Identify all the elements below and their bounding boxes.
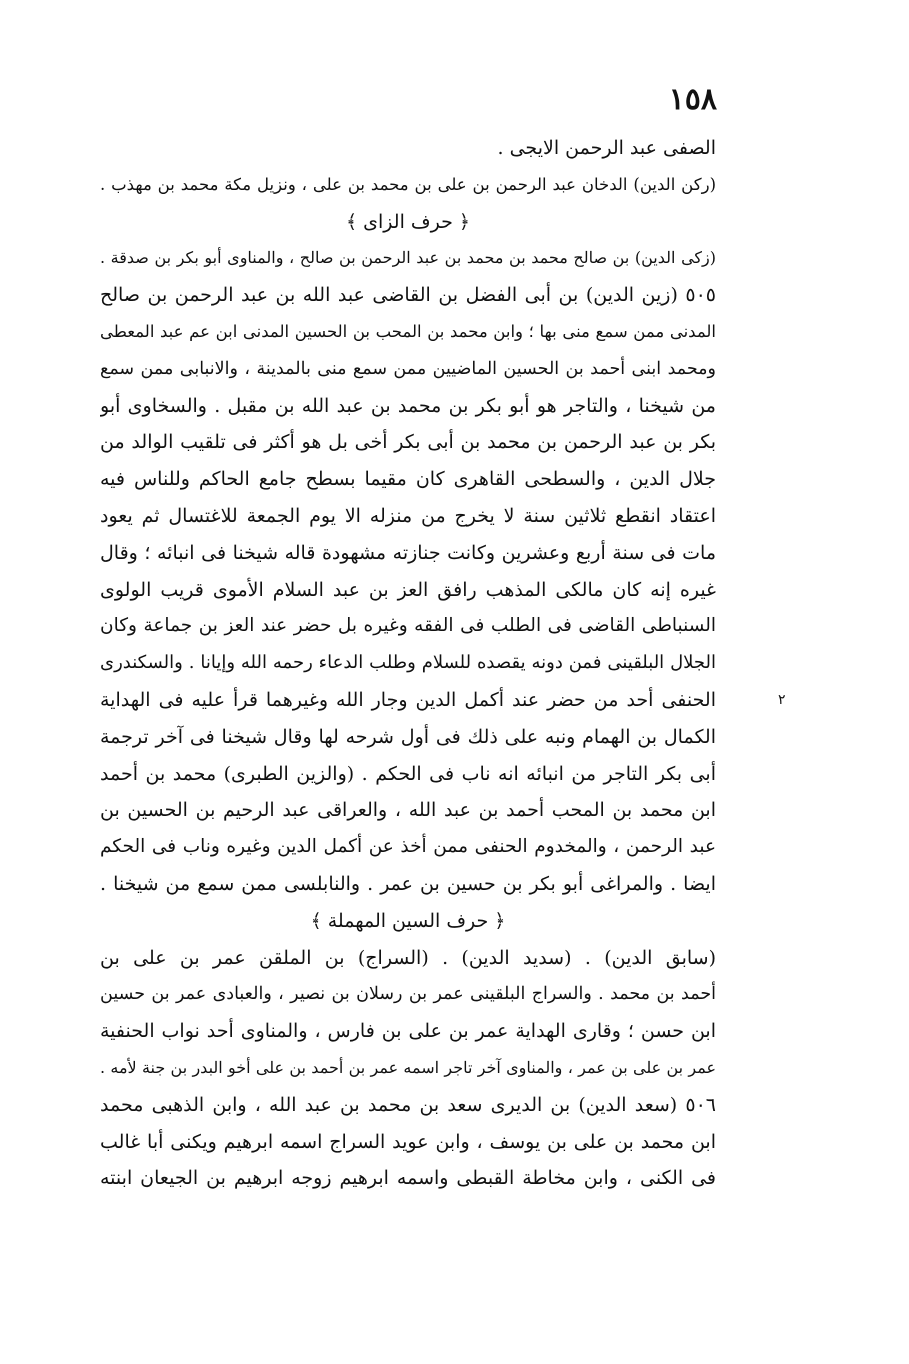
text-line: (سابق الدين) . (سديد الدين) . (السراج) بن الملقن عمر بن على بن (100, 946, 716, 969)
text-line: بكر بن عبد الرحمن بن محمد بن أبى بكر أخى بل هو أكثر فى تلقيب الوالد من (100, 431, 716, 454)
text-line: اعتقاد انقطع ثلاثين سنة لا يخرج من منزله الا يوم الجمعة للاغتسال ثم يعود (100, 504, 716, 527)
text-line: غيره إنه كان مالكى المذهب رافق العز بن عبد السلام الأموى قريب الولوى (100, 578, 716, 601)
text-line: الجلال البلقينى فمن دونه يقصده للسلام وطلب الدعاء رحمه الله وإيانا . والسكندرى (100, 652, 716, 674)
margin-mark: ٢ (778, 692, 786, 708)
text-line: السنباطى القاضى فى الطلب فى الفقه وغيره بل حضر عند العز بن جماعة وكان (100, 615, 716, 637)
text-line: ابن محمد بن المحب أحمد بن عبد الله ، والعراقى عبد الرحيم بن الحسين بن (100, 799, 716, 822)
text-line: المدنى ممن سمع منى بها ؛ وابن محمد بن المحب بن الحسين المدنى ابن عم عبد المعطى (100, 321, 716, 341)
text-line: عبد الرحمن ، والمخدوم الحنفى ممن أخذ عن أكمل الدين وغيره وناب فى الحكم (100, 836, 716, 858)
text-line: ٥٠٥ (زين الدين) بن أبى الفضل بن القاضى عبد الله بن عبد الرحمن بن صالح (100, 284, 716, 307)
text-line: (زكى الدين) بن صالح محمد بن محمد بن عبد الرحمن بن صالح ، والمناوى أبو بكر بن صدقة . (100, 248, 716, 268)
text-line: ابن محمد بن على بن يوسف ، وابن عويد السراج اسمه ابرهيم ويكنى أبا غالب (100, 1130, 716, 1153)
text-line: الصفى عبد الرحمن الايجى . (497, 137, 716, 159)
text-line: عمر بن على بن عمر ، والمناوى آخر تاجر اسمه عمر بن أحمد بن على أخو البدر بن جنة لأمه . (100, 1057, 716, 1077)
text-line: أبى بكر التاجر من انبائه انه ناب فى الحكم . (والزين الطبرى) محمد بن أحمد (100, 762, 716, 785)
text-line: مات فى سنة أربع وعشرين وكانت جنازته مشهودة قاله شيخنا فى انبائه ؛ وقال (100, 541, 716, 564)
text-line: جلال الدين ، والسطحى القاهرى كان مقيما بسطح جامع الحاكم وللناس فيه (100, 468, 716, 491)
text-line: ابن حسن ؛ وقارى الهداية عمر بن على بن فارس ، والمناوى أحد نواب الحنفية (100, 1020, 716, 1043)
page-number: ١٥٨ (668, 82, 717, 117)
text-line: أحمد بن محمد . والسراج البلقينى عمر بن رسلان بن نصير ، والعبادى عمر بن حسين (100, 984, 716, 1005)
text-line: ٥٠٦ (سعد الدين) بن الديرى سعد بن محمد بن عبد الله ، وابن الذهبى محمد (100, 1093, 716, 1116)
section-heading: ﴿ حرف السين المهملة ﴾ (310, 909, 506, 932)
text-body (100, 130, 716, 1197)
text-line: ومحمد ابنى أحمد بن الحسين الماضيين ممن سمع منى بالمدينة ، والانبابى ممن سمع (100, 358, 716, 379)
text-line: ايضا . والمراغى أبو بكر بن حسين بن عمر . والنابلسى ممن سمع من شيخنا . (100, 872, 716, 895)
text-line: الكمال بن الهمام ونبه على ذلك فى أول شرحه لها وقال شيخنا فى آخر ترجمة (100, 725, 716, 748)
text-line: من شيخنا ، والتاجر هو أبو بكر بن محمد بن عبد الله بن مقبل . والسخاوى أبو (100, 394, 716, 417)
text-line: فى الكنى ، وابن مخاطة القبطى واسمه ابرهيم زوجه ابرهيم بن الجيعان ابنته (100, 1167, 716, 1190)
text-line: الحنفى أحد من حضر عند أكمل الدين وجار الله وغيرهما قرأ عليه فى الهداية (100, 688, 716, 711)
text-line: (ركن الدين) الدخان عبد الرحمن بن على بن محمد بن على ، ونزيل مكة محمد بن مهذب . (100, 174, 716, 194)
section-heading: ﴿ حرف الزاى ﴾ (345, 210, 470, 233)
